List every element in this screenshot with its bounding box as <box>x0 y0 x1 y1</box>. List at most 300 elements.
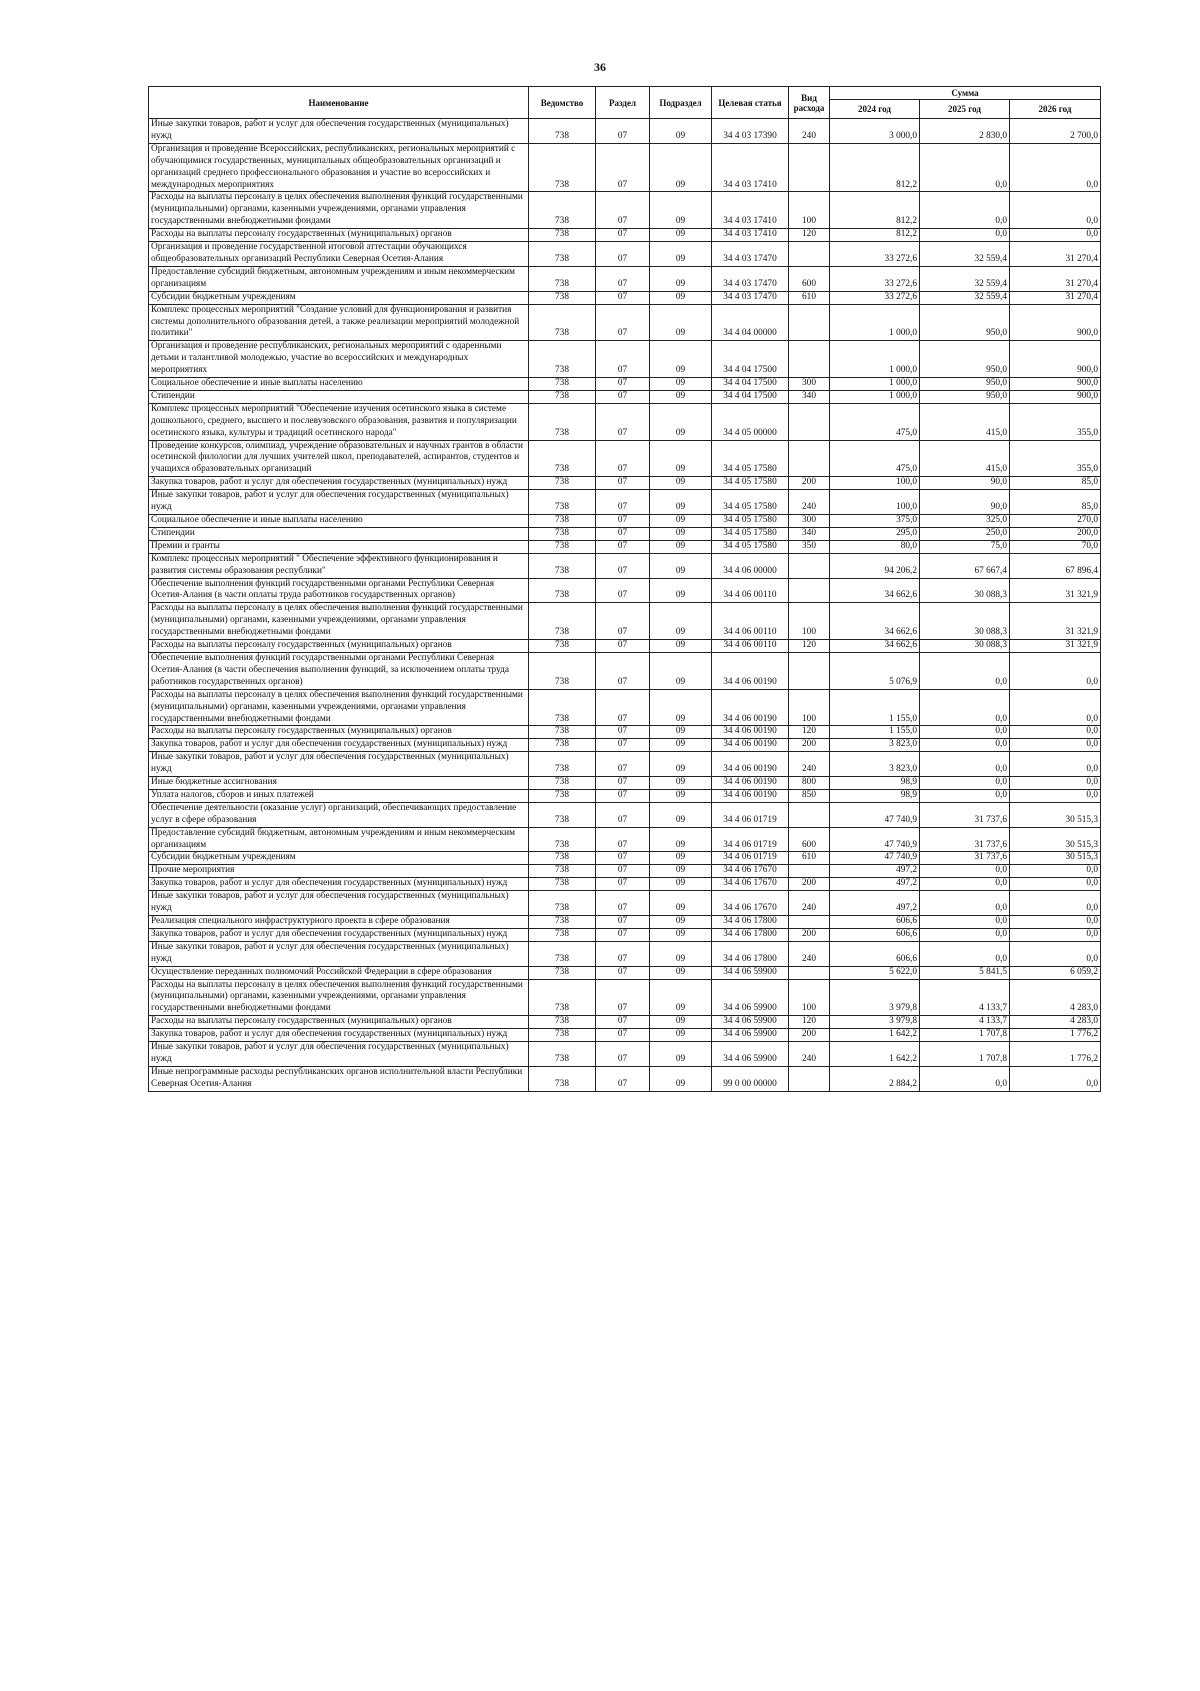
row-target: 34 4 06 17670 <box>712 878 789 891</box>
row-dept: 738 <box>529 119 596 144</box>
row-sum-2025: 0,0 <box>920 752 1010 777</box>
row-type <box>789 966 830 979</box>
row-subsection: 09 <box>650 1066 712 1091</box>
row-dept: 738 <box>529 640 596 653</box>
row-subsection: 09 <box>650 603 712 640</box>
row-sum-2025: 0,0 <box>920 928 1010 941</box>
row-dept: 738 <box>529 878 596 891</box>
row-target: 34 4 06 00190 <box>712 652 789 689</box>
table-row <box>149 440 1101 477</box>
table-row <box>149 966 1101 979</box>
row-name: Реализация специального инфраструктурного проекта в сфере образования <box>149 916 529 929</box>
row-subsection: 09 <box>650 291 712 304</box>
row-subsection: 09 <box>650 726 712 739</box>
row-type <box>789 802 830 827</box>
row-type: 200 <box>789 739 830 752</box>
row-sum-2025: 90,0 <box>920 490 1010 515</box>
row-sum-2026: 0,0 <box>1010 928 1101 941</box>
row-target: 34 4 05 17580 <box>712 540 789 553</box>
table-row <box>149 1042 1101 1067</box>
row-type: 610 <box>789 852 830 865</box>
row-sum-2024: 3 979,8 <box>830 1016 920 1029</box>
row-sum-2025: 32 559,4 <box>920 291 1010 304</box>
row-subsection: 09 <box>650 916 712 929</box>
row-dept: 738 <box>529 229 596 242</box>
row-subsection: 09 <box>650 739 712 752</box>
row-dept: 738 <box>529 726 596 739</box>
row-dept: 738 <box>529 802 596 827</box>
row-section: 07 <box>596 390 650 403</box>
row-name: Закупка товаров, работ и услуг для обеспечения государственных (муниципальных) нужд <box>149 928 529 941</box>
row-target: 34 4 04 00000 <box>712 304 789 341</box>
row-subsection: 09 <box>650 527 712 540</box>
row-sum-2026: 70,0 <box>1010 540 1101 553</box>
row-sum-2025: 0,0 <box>920 865 1010 878</box>
row-section: 07 <box>596 515 650 528</box>
row-sum-2026: 900,0 <box>1010 341 1101 378</box>
row-target: 34 4 05 00000 <box>712 403 789 440</box>
row-section: 07 <box>596 739 650 752</box>
row-type <box>789 341 830 378</box>
row-subsection: 09 <box>650 979 712 1016</box>
table-row <box>149 553 1101 578</box>
row-sum-2025: 415,0 <box>920 440 1010 477</box>
row-dept: 738 <box>529 789 596 802</box>
row-sum-2024: 1 000,0 <box>830 378 920 391</box>
row-section: 07 <box>596 1029 650 1042</box>
row-sum-2026: 355,0 <box>1010 403 1101 440</box>
row-sum-2026: 0,0 <box>1010 192 1101 229</box>
table-row <box>149 739 1101 752</box>
row-name: Субсидии бюджетным учреждениям <box>149 291 529 304</box>
row-dept: 738 <box>529 540 596 553</box>
row-target: 34 4 06 01719 <box>712 827 789 852</box>
row-sum-2026: 1 776,2 <box>1010 1029 1101 1042</box>
row-section: 07 <box>596 603 650 640</box>
row-name: Обеспечение выполнения функций государственными органами Республики Северная Осетия-Алания (в части обеспечения выполнения функций, за исключением оплаты труда работников государственных органов) <box>149 652 529 689</box>
row-name: Иные закупки товаров, работ и услуг для обеспечения государственных (муниципальных) нужд <box>149 891 529 916</box>
row-target: 34 4 06 59900 <box>712 966 789 979</box>
row-type: 100 <box>789 979 830 1016</box>
row-type <box>789 865 830 878</box>
table-row <box>149 752 1101 777</box>
row-name: Прочие мероприятия <box>149 865 529 878</box>
row-sum-2026: 31 321,9 <box>1010 578 1101 603</box>
row-section: 07 <box>596 689 650 726</box>
row-section: 07 <box>596 726 650 739</box>
row-section: 07 <box>596 979 650 1016</box>
row-dept: 738 <box>529 852 596 865</box>
row-name: Субсидии бюджетным учреждениям <box>149 852 529 865</box>
row-sum-2025: 31 737,6 <box>920 827 1010 852</box>
table-row <box>149 1016 1101 1029</box>
table-row <box>149 689 1101 726</box>
row-type <box>789 578 830 603</box>
row-sum-2024: 606,6 <box>830 916 920 929</box>
row-type: 240 <box>789 941 830 966</box>
row-dept: 738 <box>529 291 596 304</box>
row-sum-2026: 0,0 <box>1010 143 1101 192</box>
row-dept: 738 <box>529 752 596 777</box>
row-section: 07 <box>596 878 650 891</box>
row-subsection: 09 <box>650 789 712 802</box>
table-row <box>149 540 1101 553</box>
row-type: 240 <box>789 490 830 515</box>
row-sum-2024: 1 155,0 <box>830 689 920 726</box>
row-type: 200 <box>789 1029 830 1042</box>
row-subsection: 09 <box>650 403 712 440</box>
row-section: 07 <box>596 640 650 653</box>
row-sum-2025: 0,0 <box>920 891 1010 916</box>
row-sum-2024: 100,0 <box>830 490 920 515</box>
row-target: 34 4 06 00190 <box>712 689 789 726</box>
row-dept: 738 <box>529 865 596 878</box>
header-name: Наименование <box>149 87 529 119</box>
row-dept: 738 <box>529 304 596 341</box>
row-name: Закупка товаров, работ и услуг для обеспечения государственных (муниципальных) нужд <box>149 477 529 490</box>
row-type: 100 <box>789 689 830 726</box>
row-target: 34 4 06 59900 <box>712 1016 789 1029</box>
table-row <box>149 578 1101 603</box>
row-type: 240 <box>789 891 830 916</box>
row-sum-2025: 0,0 <box>920 941 1010 966</box>
row-target: 34 4 03 17410 <box>712 143 789 192</box>
row-target: 34 4 06 17800 <box>712 941 789 966</box>
row-sum-2024: 606,6 <box>830 928 920 941</box>
row-sum-2025: 32 559,4 <box>920 242 1010 267</box>
row-sum-2026: 900,0 <box>1010 304 1101 341</box>
header-section: Раздел <box>596 87 650 119</box>
row-section: 07 <box>596 941 650 966</box>
row-sum-2024: 3 823,0 <box>830 739 920 752</box>
row-sum-2026: 31 270,4 <box>1010 291 1101 304</box>
row-target: 34 4 06 01719 <box>712 852 789 865</box>
row-dept: 738 <box>529 1066 596 1091</box>
table-row <box>149 192 1101 229</box>
row-dept: 738 <box>529 891 596 916</box>
row-sum-2026: 270,0 <box>1010 515 1101 528</box>
row-section: 07 <box>596 652 650 689</box>
row-sum-2026: 0,0 <box>1010 1066 1101 1091</box>
row-name: Иные закупки товаров, работ и услуг для обеспечения государственных (муниципальных) нужд <box>149 941 529 966</box>
row-type <box>789 652 830 689</box>
table-row <box>149 928 1101 941</box>
row-name: Премии и гранты <box>149 540 529 553</box>
row-sum-2025: 4 133,7 <box>920 979 1010 1016</box>
row-subsection: 09 <box>650 304 712 341</box>
row-target: 34 4 06 01719 <box>712 802 789 827</box>
row-subsection: 09 <box>650 652 712 689</box>
row-sum-2024: 47 740,9 <box>830 852 920 865</box>
row-target: 34 4 06 17800 <box>712 916 789 929</box>
row-name: Социальное обеспечение и иные выплаты населению <box>149 515 529 528</box>
header-type: Вид расхода <box>789 87 830 119</box>
row-type: 120 <box>789 640 830 653</box>
row-sum-2025: 4 133,7 <box>920 1016 1010 1029</box>
row-name: Организация и проведение республиканских, региональных мероприятий с одаренными детьми и талантливой молодежью, участие во всероссийских и международных мероприятиях <box>149 341 529 378</box>
row-sum-2025: 950,0 <box>920 304 1010 341</box>
row-section: 07 <box>596 865 650 878</box>
row-name: Иные закупки товаров, работ и услуг для обеспечения государственных (муниципальных) нужд <box>149 119 529 144</box>
row-sum-2025: 75,0 <box>920 540 1010 553</box>
row-dept: 738 <box>529 916 596 929</box>
row-target: 34 4 03 17470 <box>712 242 789 267</box>
row-subsection: 09 <box>650 852 712 865</box>
row-section: 07 <box>596 777 650 790</box>
table-row <box>149 515 1101 528</box>
row-target: 34 4 06 00110 <box>712 640 789 653</box>
row-target: 34 4 04 17500 <box>712 378 789 391</box>
row-name: Проведение конкурсов, олимпиад, учреждение образовательных и научных грантов в области осетинской филологии для лучших учителей школ, преподавателей, аспирантов, студентов и учащихся образовательных организаций <box>149 440 529 477</box>
row-dept: 738 <box>529 341 596 378</box>
row-name: Комплекс процессных мероприятий " Обеспечение эффективного функционирования и развития системы образования республики" <box>149 553 529 578</box>
table-row <box>149 827 1101 852</box>
row-sum-2025: 1 707,8 <box>920 1029 1010 1042</box>
row-subsection: 09 <box>650 242 712 267</box>
table-row <box>149 789 1101 802</box>
row-sum-2024: 47 740,9 <box>830 827 920 852</box>
row-name: Обеспечение выполнения функций государственными органами Республики Северная Осетия-Алания (в части оплаты труда работников государственных органов) <box>149 578 529 603</box>
row-section: 07 <box>596 578 650 603</box>
row-sum-2025: 950,0 <box>920 390 1010 403</box>
row-sum-2026: 30 515,3 <box>1010 802 1101 827</box>
table-row <box>149 304 1101 341</box>
row-name: Организация и проведение государственной итоговой аттестации обучающихся общеобразовательных организаций Республики Северная Осетия-Алания <box>149 242 529 267</box>
row-sum-2024: 606,6 <box>830 941 920 966</box>
row-sum-2024: 1 000,0 <box>830 390 920 403</box>
row-sum-2025: 0,0 <box>920 192 1010 229</box>
row-target: 34 4 04 17500 <box>712 341 789 378</box>
row-section: 07 <box>596 490 650 515</box>
row-name: Иные закупки товаров, работ и услуг для обеспечения государственных (муниципальных) нужд <box>149 1042 529 1067</box>
row-sum-2026: 6 059,2 <box>1010 966 1101 979</box>
row-type: 340 <box>789 390 830 403</box>
row-section: 07 <box>596 916 650 929</box>
row-name: Расходы на выплаты персоналу государственных (муниципальных) органов <box>149 726 529 739</box>
row-subsection: 09 <box>650 266 712 291</box>
row-target: 34 4 03 17470 <box>712 266 789 291</box>
table-row <box>149 865 1101 878</box>
row-section: 07 <box>596 403 650 440</box>
row-sum-2025: 2 830,0 <box>920 119 1010 144</box>
row-sum-2024: 80,0 <box>830 540 920 553</box>
row-type: 800 <box>789 777 830 790</box>
row-sum-2026: 2 700,0 <box>1010 119 1101 144</box>
header-target: Целевая статья <box>712 87 789 119</box>
row-sum-2024: 497,2 <box>830 865 920 878</box>
row-sum-2024: 33 272,6 <box>830 242 920 267</box>
row-dept: 738 <box>529 603 596 640</box>
row-sum-2026: 85,0 <box>1010 490 1101 515</box>
row-name: Расходы на выплаты персоналу в целях обеспечения выполнения функций государственными (муниципальными) органами, казенными учреждениями, органами управления государственными внебюджетными фондами <box>149 192 529 229</box>
row-sum-2026: 0,0 <box>1010 777 1101 790</box>
row-name: Предоставление субсидий бюджетным, автономным учреждениям и иным некоммерческим организациям <box>149 827 529 852</box>
row-section: 07 <box>596 789 650 802</box>
row-section: 07 <box>596 540 650 553</box>
row-sum-2024: 5 076,9 <box>830 652 920 689</box>
row-target: 34 4 04 17500 <box>712 390 789 403</box>
row-subsection: 09 <box>650 553 712 578</box>
row-name: Расходы на выплаты персоналу государственных (муниципальных) органов <box>149 1016 529 1029</box>
row-target: 34 4 06 00000 <box>712 553 789 578</box>
row-sum-2025: 415,0 <box>920 403 1010 440</box>
row-sum-2026: 0,0 <box>1010 229 1101 242</box>
row-target: 99 0 00 00000 <box>712 1066 789 1091</box>
row-sum-2024: 1 000,0 <box>830 304 920 341</box>
row-sum-2025: 950,0 <box>920 378 1010 391</box>
row-sum-2024: 475,0 <box>830 440 920 477</box>
budget-table <box>148 86 1101 1092</box>
row-target: 34 4 06 17670 <box>712 865 789 878</box>
row-target: 34 4 03 17410 <box>712 229 789 242</box>
row-name: Закупка товаров, работ и услуг для обеспечения государственных (муниципальных) нужд <box>149 739 529 752</box>
row-name: Предоставление субсидий бюджетным, автономным учреждениям и иным некоммерческим организациям <box>149 266 529 291</box>
row-target: 34 4 06 00190 <box>712 726 789 739</box>
row-name: Стипендии <box>149 390 529 403</box>
row-sum-2026: 0,0 <box>1010 739 1101 752</box>
row-subsection: 09 <box>650 827 712 852</box>
row-sum-2024: 1 642,2 <box>830 1029 920 1042</box>
table-row <box>149 143 1101 192</box>
row-type: 240 <box>789 119 830 144</box>
row-type: 240 <box>789 752 830 777</box>
row-sum-2026: 0,0 <box>1010 752 1101 777</box>
table-row <box>149 652 1101 689</box>
table-row <box>149 979 1101 1016</box>
row-dept: 738 <box>529 652 596 689</box>
row-sum-2025: 0,0 <box>920 916 1010 929</box>
row-dept: 738 <box>529 941 596 966</box>
table-row <box>149 266 1101 291</box>
row-subsection: 09 <box>650 192 712 229</box>
row-sum-2024: 375,0 <box>830 515 920 528</box>
row-sum-2024: 1 155,0 <box>830 726 920 739</box>
row-type: 120 <box>789 1016 830 1029</box>
table-row <box>149 640 1101 653</box>
row-sum-2024: 34 662,6 <box>830 603 920 640</box>
row-sum-2026: 31 270,4 <box>1010 242 1101 267</box>
row-subsection: 09 <box>650 1016 712 1029</box>
table-row <box>149 603 1101 640</box>
row-dept: 738 <box>529 928 596 941</box>
row-type: 200 <box>789 878 830 891</box>
row-sum-2024: 94 206,2 <box>830 553 920 578</box>
row-sum-2026: 355,0 <box>1010 440 1101 477</box>
table-row <box>149 802 1101 827</box>
table-row <box>149 1066 1101 1091</box>
row-sum-2025: 31 737,6 <box>920 802 1010 827</box>
table-row <box>149 941 1101 966</box>
row-dept: 738 <box>529 979 596 1016</box>
row-sum-2026: 0,0 <box>1010 891 1101 916</box>
row-dept: 738 <box>529 1042 596 1067</box>
row-section: 07 <box>596 192 650 229</box>
row-dept: 738 <box>529 143 596 192</box>
row-subsection: 09 <box>650 640 712 653</box>
row-name: Социальное обеспечение и иные выплаты населению <box>149 378 529 391</box>
row-sum-2025: 250,0 <box>920 527 1010 540</box>
row-name: Обеспечение деятельности (оказание услуг) организаций, обеспечивающих предоставление услуг в сфере образования <box>149 802 529 827</box>
row-sum-2024: 2 884,2 <box>830 1066 920 1091</box>
row-dept: 738 <box>529 242 596 267</box>
row-section: 07 <box>596 752 650 777</box>
row-section: 07 <box>596 928 650 941</box>
row-section: 07 <box>596 440 650 477</box>
row-type: 350 <box>789 540 830 553</box>
row-section: 07 <box>596 378 650 391</box>
row-subsection: 09 <box>650 941 712 966</box>
row-target: 34 4 06 00190 <box>712 777 789 790</box>
row-section: 07 <box>596 553 650 578</box>
row-section: 07 <box>596 266 650 291</box>
row-type: 300 <box>789 378 830 391</box>
row-sum-2025: 5 841,5 <box>920 966 1010 979</box>
row-sum-2026: 0,0 <box>1010 865 1101 878</box>
row-section: 07 <box>596 1066 650 1091</box>
row-dept: 738 <box>529 378 596 391</box>
row-name: Иные закупки товаров, работ и услуг для обеспечения государственных (муниципальных) нужд <box>149 752 529 777</box>
row-target: 34 4 06 00190 <box>712 752 789 777</box>
row-name: Закупка товаров, работ и услуг для обеспечения государственных (муниципальных) нужд <box>149 878 529 891</box>
row-type: 240 <box>789 1042 830 1067</box>
header-dept: Ведомство <box>529 87 596 119</box>
table-body <box>149 119 1101 1092</box>
row-sum-2026: 900,0 <box>1010 378 1101 391</box>
row-sum-2025: 0,0 <box>920 777 1010 790</box>
table-row <box>149 291 1101 304</box>
row-subsection: 09 <box>650 341 712 378</box>
row-type: 100 <box>789 192 830 229</box>
row-dept: 738 <box>529 477 596 490</box>
row-sum-2025: 32 559,4 <box>920 266 1010 291</box>
row-subsection: 09 <box>650 229 712 242</box>
row-subsection: 09 <box>650 578 712 603</box>
row-dept: 738 <box>529 827 596 852</box>
row-section: 07 <box>596 119 650 144</box>
row-sum-2026: 0,0 <box>1010 689 1101 726</box>
row-name: Расходы на выплаты персоналу государственных (муниципальных) органов <box>149 229 529 242</box>
row-dept: 738 <box>529 777 596 790</box>
row-sum-2025: 30 088,3 <box>920 640 1010 653</box>
row-dept: 738 <box>529 739 596 752</box>
row-target: 34 4 05 17580 <box>712 527 789 540</box>
row-dept: 738 <box>529 192 596 229</box>
row-dept: 738 <box>529 1016 596 1029</box>
table-row <box>149 378 1101 391</box>
table-row <box>149 490 1101 515</box>
row-sum-2024: 812,2 <box>830 192 920 229</box>
row-dept: 738 <box>529 1029 596 1042</box>
row-target: 34 4 03 17390 <box>712 119 789 144</box>
row-sum-2025: 0,0 <box>920 652 1010 689</box>
row-sum-2026: 0,0 <box>1010 941 1101 966</box>
row-section: 07 <box>596 229 650 242</box>
row-sum-2025: 0,0 <box>920 878 1010 891</box>
table-row <box>149 878 1101 891</box>
row-sum-2025: 0,0 <box>920 739 1010 752</box>
row-sum-2026: 30 515,3 <box>1010 827 1101 852</box>
row-sum-2024: 475,0 <box>830 403 920 440</box>
row-subsection: 09 <box>650 752 712 777</box>
row-section: 07 <box>596 827 650 852</box>
row-type <box>789 1066 830 1091</box>
row-target: 34 4 06 17670 <box>712 891 789 916</box>
row-type: 340 <box>789 527 830 540</box>
row-subsection: 09 <box>650 540 712 553</box>
row-dept: 738 <box>529 403 596 440</box>
row-type <box>789 403 830 440</box>
row-sum-2025: 67 667,4 <box>920 553 1010 578</box>
